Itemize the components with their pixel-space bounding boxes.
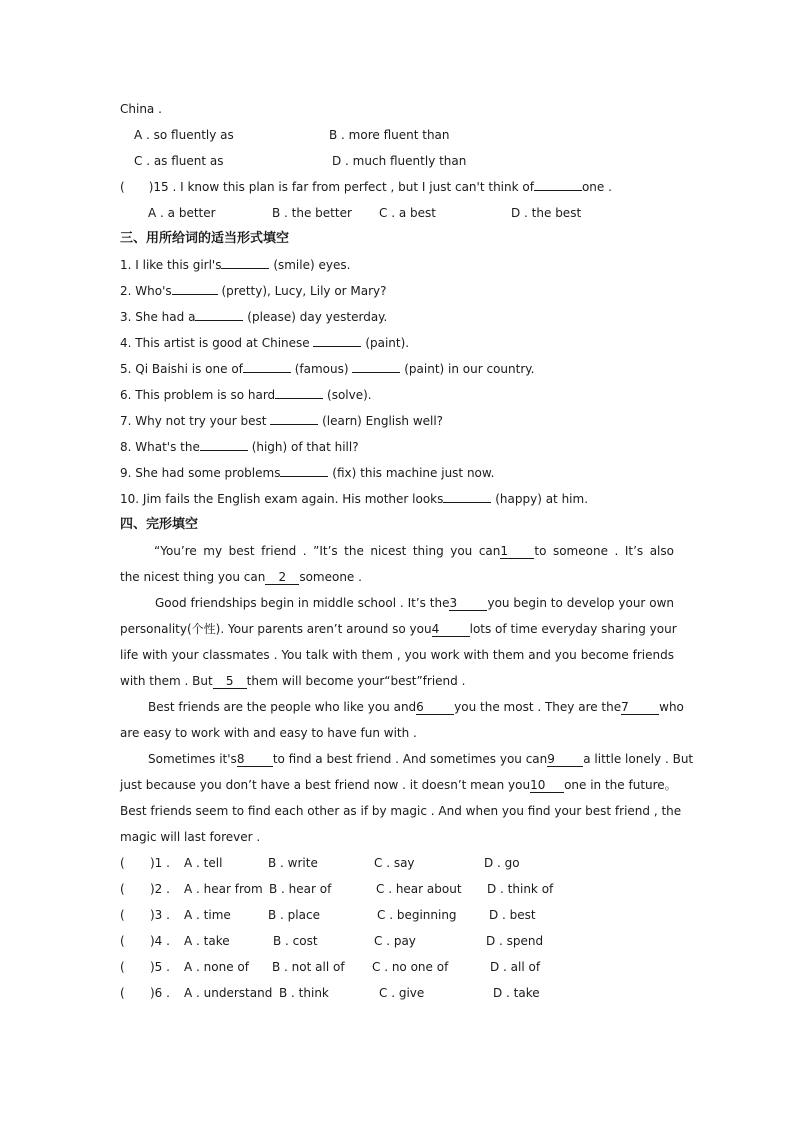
fill-item-8 (120, 439, 359, 455)
text-run: who (659, 700, 684, 714)
paragraph-line: magic will last forever . (120, 830, 261, 844)
answer-paren-open: ( (120, 180, 125, 194)
answer-blank (280, 476, 328, 477)
answer-blank (275, 398, 323, 399)
text-run: “You’re my best friend . ”It’s the nicest thing you can (154, 544, 501, 558)
fill-item-9 (120, 465, 494, 481)
paragraph-line (120, 694, 684, 720)
cloze-blank-1: 1 (500, 545, 534, 559)
answer-blank (313, 346, 361, 347)
q14-option-a: A . so fluently as (134, 128, 234, 142)
option-a: A . time (184, 908, 231, 922)
item-hint: (happy) at him. (495, 492, 589, 506)
question-number: )1 . (150, 856, 170, 870)
text-run: lots of time everyday sharing your (469, 622, 677, 636)
answer-blank (443, 502, 491, 503)
option-b: B . cost (273, 934, 318, 948)
text-run: a little lonely . But (583, 752, 694, 766)
answer-paren-open: ( (120, 934, 125, 948)
paragraph-line (120, 772, 677, 798)
answer-blank (221, 268, 269, 269)
item-hint: (smile) eyes. (273, 258, 351, 272)
text-run: you the most . They are the (454, 700, 622, 714)
item-text: 10. Jim fails the English exam again. His mother looks (120, 492, 444, 506)
answer-blank (534, 190, 582, 191)
cloze-paragraph-4 (120, 746, 694, 850)
section-4-heading: 四、完形填空 (120, 517, 199, 532)
item-text: 4. This artist is good at Chinese (120, 336, 310, 350)
item-hint: (learn) English well? (322, 414, 444, 428)
option-b: B . hear of (269, 882, 332, 896)
text-run: one in the future。 (564, 778, 677, 792)
answer-blank (352, 372, 400, 373)
item-hint: (pretty), Lucy, Lily or Mary? (221, 284, 387, 298)
q14-option-d: D . much fluently than (332, 154, 467, 168)
item-hint: (solve). (327, 388, 372, 402)
cloze-blank-9: 9 (547, 753, 583, 767)
cloze-blank-7: 7 (621, 701, 659, 715)
answer-paren-open: ( (120, 960, 125, 974)
text-run: personality(个性). Your parents aren’t around so you (120, 622, 432, 636)
q15-option-a: A . a better (148, 206, 216, 220)
text-run: Good friendships begin in middle school . It’s the (155, 596, 450, 610)
section-3-heading: 三、用所给词的适当形式填空 (120, 231, 290, 246)
question-number: )6 . (150, 986, 170, 1000)
q14-continuation: China . (120, 102, 162, 116)
question-text: I know this plan is far from perfect , but I just can't think of (180, 180, 534, 194)
q14-option-b: B . more fluent than (329, 128, 450, 142)
option-b: B . think (279, 986, 329, 1000)
option-d: D . spend (486, 934, 544, 948)
question-number: )2 . (150, 882, 170, 896)
question-number: )3 . (150, 908, 170, 922)
paragraph-line: Best friends seem to find each other as if by magic . And when you find your best friend , the (120, 804, 682, 818)
paragraph-line (120, 538, 674, 564)
text-run: to find a best friend . And sometimes you can (272, 752, 548, 766)
item-text: 2. Who's (120, 284, 172, 298)
fill-item-5 (120, 361, 534, 377)
option-c: C . no one of (372, 960, 449, 974)
cloze-blank-8: 8 (237, 753, 273, 767)
text-run: with them . But (120, 674, 213, 688)
item-text: 6. This problem is so hard (120, 388, 276, 402)
cloze-paragraph-2 (120, 590, 677, 694)
answer-paren-open: ( (120, 856, 125, 870)
text-run: to someone . It’s also (534, 544, 674, 558)
text-run: someone . (299, 570, 362, 584)
fill-item-1 (120, 257, 350, 273)
fill-item-6 (120, 387, 372, 403)
q15-option-c: C . a best (379, 206, 436, 220)
text-run: Sometimes it's (148, 752, 237, 766)
item-text: 7. Why not try your best (120, 414, 267, 428)
question-number: )5 . (150, 960, 170, 974)
item-hint: (high) of that hill? (251, 440, 359, 454)
option-d: D . best (489, 908, 536, 922)
option-c: C . pay (374, 934, 416, 948)
fill-item-7 (120, 413, 443, 429)
item-hint: (fix) this machine just now. (332, 466, 495, 480)
paragraph-line (120, 746, 694, 772)
answer-blank (172, 294, 218, 295)
text-run: the nicest thing you can (120, 570, 266, 584)
option-c: C . give (379, 986, 425, 1000)
option-b: B . not all of (272, 960, 345, 974)
cloze-blank-5: 5 (213, 675, 247, 689)
option-d: D . take (493, 986, 540, 1000)
cloze-blank-4: 4 (432, 623, 470, 637)
option-a: A . tell (184, 856, 223, 870)
cloze-blank-6: 6 (416, 701, 454, 715)
item-text: 5. Qi Baishi is one of (120, 362, 243, 376)
option-a: A . take (184, 934, 230, 948)
option-c: C . say (374, 856, 415, 870)
answer-blank (270, 424, 318, 425)
option-c: C . hear about (376, 882, 462, 896)
q15-option-d: D . the best (511, 206, 582, 220)
text-run: them will become your“best”friend . (246, 674, 466, 688)
fill-item-4 (120, 335, 409, 351)
answer-blank (200, 450, 248, 451)
option-a: A . none of (184, 960, 249, 974)
answer-blank (195, 320, 243, 321)
fill-item-10 (120, 491, 588, 507)
q14-option-c: C . as fluent as (134, 154, 224, 168)
option-d: D . think of (487, 882, 554, 896)
q15-option-b: B . the better (272, 206, 352, 220)
item-hint: (paint). (365, 336, 410, 350)
option-b: B . place (268, 908, 320, 922)
option-a: A . hear from (184, 882, 263, 896)
option-d: D . go (484, 856, 520, 870)
paragraph-line: life with your classmates . You talk with them , you work with them and you become friends (120, 648, 674, 662)
item-hint: (please) day yesterday. (247, 310, 388, 324)
item-text: 3. She had a (120, 310, 196, 324)
text-run: just because you don’t have a best friend now . it doesn’t mean you (120, 778, 531, 792)
cloze-blank-2: 2 (265, 571, 299, 585)
item-text: 8. What's the (120, 440, 200, 454)
paragraph-line (120, 616, 677, 642)
cloze-blank-10: 10 (530, 779, 564, 793)
item-text: 9. She had some problems (120, 466, 281, 480)
answer-blank (243, 372, 291, 373)
answer-paren-open: ( (120, 986, 125, 1000)
paragraph-line: are easy to work with and easy to have fun with . (120, 726, 417, 740)
question-15 (120, 179, 612, 195)
option-b: B . write (268, 856, 318, 870)
question-number: )15 . (148, 180, 177, 194)
paragraph-line (120, 668, 674, 694)
option-c: C . beginning (377, 908, 457, 922)
question-number: )4 . (150, 934, 170, 948)
paragraph-line (120, 590, 674, 616)
cloze-paragraph-1 (120, 538, 674, 590)
text-run: Best friends are the people who like you and (148, 700, 417, 714)
paragraph-line (120, 564, 674, 590)
item-hint: (famous) (294, 362, 349, 376)
question-text-end: one . (581, 180, 612, 194)
item-hint: (paint) in our country. (404, 362, 535, 376)
text-run: you begin to develop your own (487, 596, 674, 610)
option-a: A . understand (184, 986, 273, 1000)
cloze-blank-3: 3 (449, 597, 487, 611)
answer-paren-open: ( (120, 882, 125, 896)
answer-paren-open: ( (120, 908, 125, 922)
item-text: 1. I like this girl's (120, 258, 222, 272)
fill-item-2 (120, 283, 387, 299)
option-d: D . all of (490, 960, 541, 974)
fill-item-3 (120, 309, 387, 325)
cloze-paragraph-3 (120, 694, 684, 746)
